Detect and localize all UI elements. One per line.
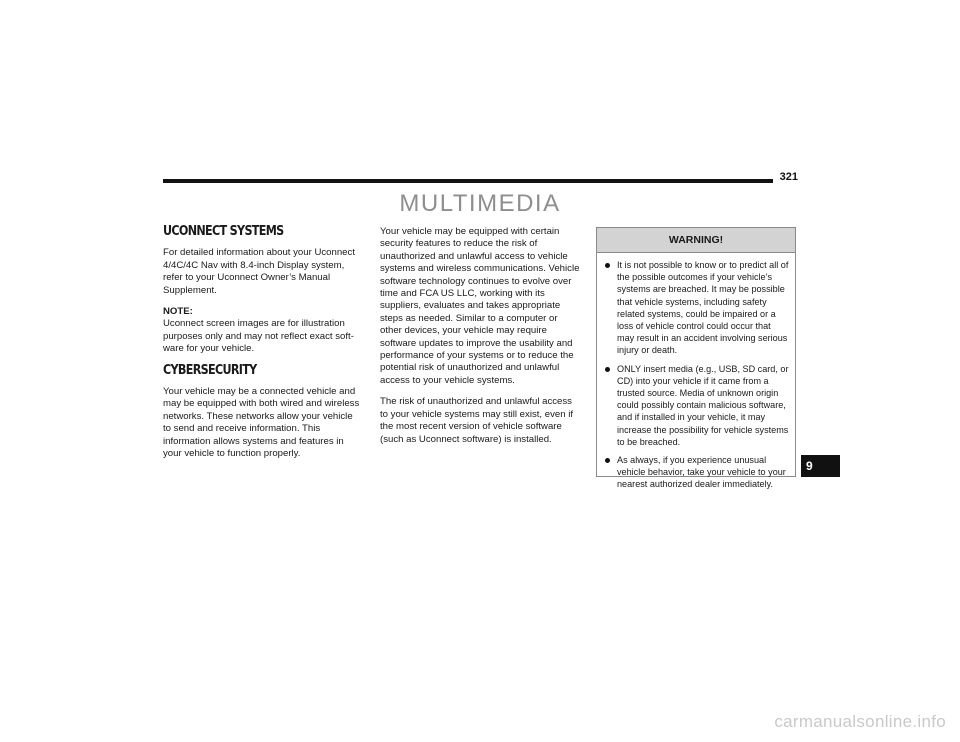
- risk-paragraph: The risk of unauthorized and unlawful access to your vehicle systems may still exist, even if the most recent version of vehicle software (such as Uconnect software) is installed.: [380, 396, 574, 445]
- cybersecurity-paragraph: Your vehicle may be a connected vehicle and may be equipped with both wired and wireless networks. These networks allow your vehicle to send and receive information. This information allows systems and features in your vehicle to function properly.: [163, 386, 360, 460]
- chapter-tab: 9: [801, 455, 840, 477]
- warning-title: WARNING!: [597, 228, 795, 253]
- bullet-icon: [605, 367, 610, 372]
- bullet-icon: [605, 263, 610, 268]
- watermark: carmanualsonline.info: [774, 712, 946, 731]
- left-column: [163, 226, 361, 470]
- bullet-icon: [605, 458, 610, 463]
- security-features-paragraph: Your vehicle may be equipped with certain security features to reduce the risk of unauthorized and unlawful access to vehicle systems and wireless communications. Vehicle software technology continues to evolve over time and FCA US LLC, working with its suppliers, evaluates and takes appropriate steps as needed. Similar to a computer or other devices, your vehicle may require software updates to improve the usability and performance of your systems or to reduce the potential risk of unauthorized and unlawful access to your vehicle systems.: [380, 226, 580, 386]
- chapter-title: MULTIMEDIA: [399, 190, 561, 217]
- middle-column: [380, 226, 580, 455]
- warning-list: [597, 253, 795, 491]
- note-block: [163, 306, 361, 356]
- cybersecurity-heading: CYBERSECURITY: [163, 362, 257, 378]
- warning-item-text: As always, if you experience unusual vehicle behavior, take your vehicle to your nearest authorized dealer immediately.: [617, 455, 786, 490]
- warning-item: [604, 259, 789, 357]
- warning-box: [596, 227, 796, 490]
- warning-item: [604, 363, 789, 448]
- warning-item-text: It is not possible to know or to predict all of the possible outcomes if your vehicle’s systems are breached. It may be possible that vehicle systems, including safety related systems, could be impaired or a loss of vehicle control could occur that may result in an accident involving serious injury or death.: [617, 260, 789, 356]
- note-paragraph: Uconnect screen images are for illustration purposes only and may not reflect exact soft-ware for your vehicle.: [163, 318, 354, 355]
- page-number: 321: [779, 171, 798, 183]
- warning-item: [604, 454, 789, 491]
- uconnect-paragraph: For detailed information about your Uconnect 4/4C/4C Nav with 8.4-inch Display system, refer to your Uconnect Owner’s Manual Supplement.: [163, 247, 355, 296]
- header-rule: [163, 179, 773, 183]
- uconnect-systems-heading: UCONNECT SYSTEMS: [163, 224, 284, 239]
- note-label: NOTE:: [163, 306, 193, 318]
- warning-item-text: ONLY insert media (e.g., USB, SD card, or CD) into your vehicle if it came from a trusted source. Media of unknown origin could possibly contain malicious software, and if installed in your vehicle, it may increase the possibility for vehicle systems to be breached.: [617, 363, 789, 447]
